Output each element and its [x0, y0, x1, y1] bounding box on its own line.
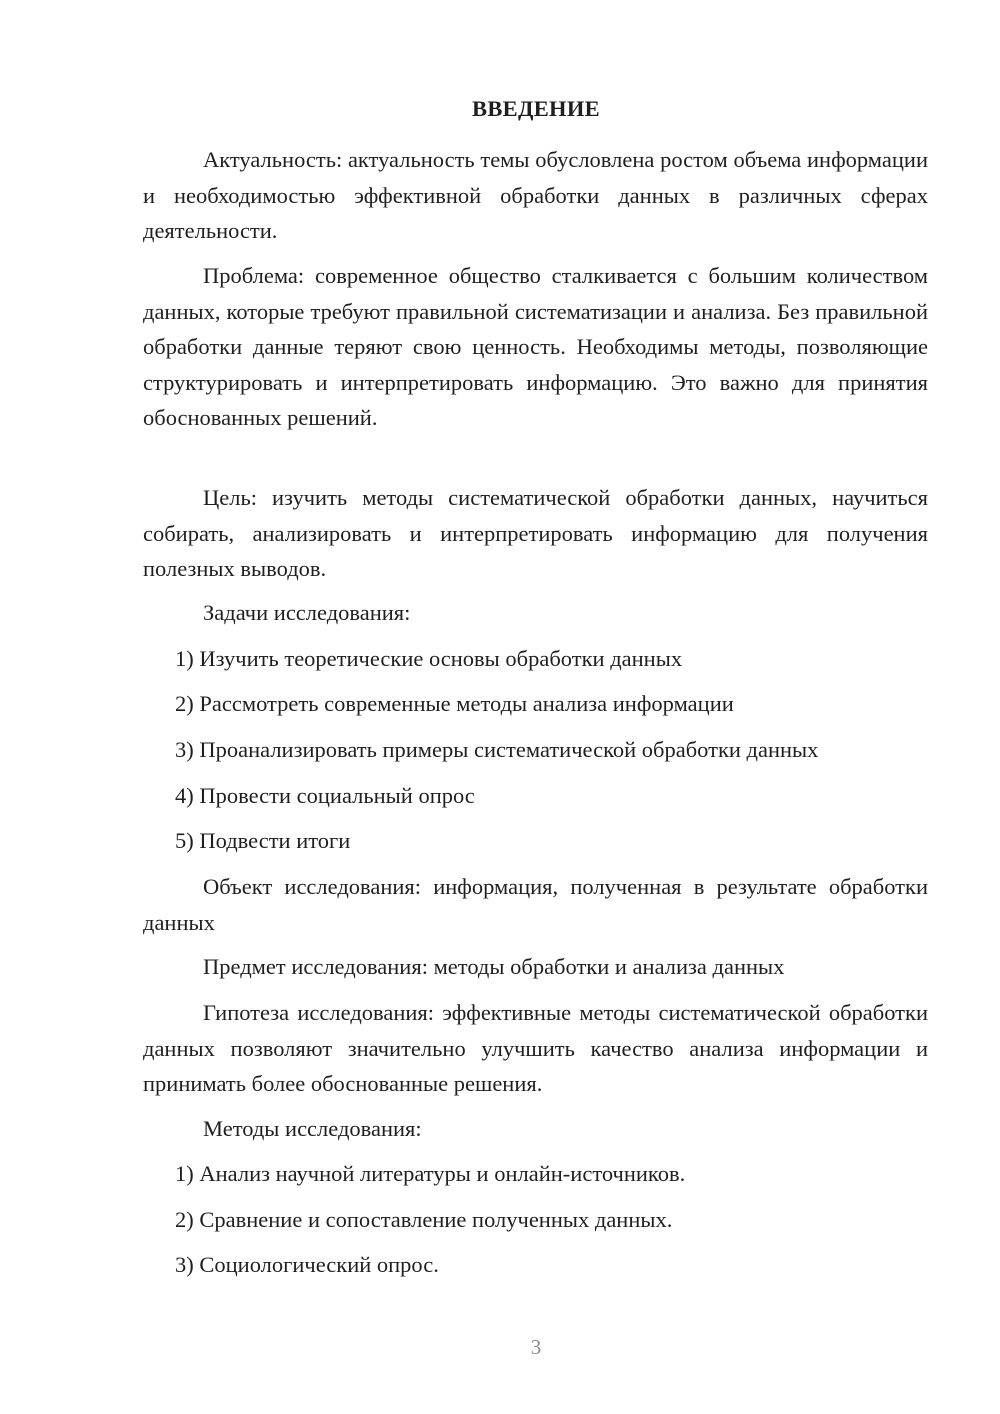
task-item: 1) Изучить теоретические основы обработки данных [175, 646, 683, 671]
task-item: 3) Проанализировать примеры систематической обработки данных [175, 737, 819, 762]
hypothesis-paragraph: Гипотеза исследования: эффективные методы систематической обработки данных позволяют значительно улучшить качество анализа информации и принимать более обоснованные решения. [143, 1000, 928, 1096]
section-heading: ВВЕДЕНИЕ [472, 96, 600, 121]
subject-paragraph: Предмет исследования: методы обработки и анализа данных [203, 954, 785, 979]
method-item: 2) Сравнение и сопоставление полученных данных. [175, 1207, 673, 1232]
actuality-paragraph: Актуальность: актуальность темы обусловлена ростом объема информации и необходимостью эффективной обработки данных в различных сферах деятельности. [143, 147, 928, 243]
task-item: 2) Рассмотреть современные методы анализа информации [175, 691, 734, 716]
page-number: 3 [530, 1335, 542, 1359]
method-item: 1) Анализ научной литературы и онлайн-источников. [175, 1161, 686, 1186]
tasks-heading: Задачи исследования: [203, 600, 411, 625]
problem-paragraph: Проблема: современное общество сталкивается с большим количеством данных, которые требуют правильной систематизации и анализа. Без правильной обработки данные теряют свою ценность. Необходимы методы, позволяющие структурировать и интерпретировать информацию. Это важно для принятия обоснованных решений. [143, 263, 928, 430]
goal-paragraph: Цель: изучить методы систематической обработки данных, научиться собирать, анализировать и интерпретировать информацию для получения полезных выводов. [143, 485, 928, 581]
task-item: 4) Провести социальный опрос [175, 783, 475, 808]
task-item: 5) Подвести итоги [175, 828, 351, 853]
object-paragraph: Объект исследования: информация, полученная в результате обработки данных [143, 874, 928, 935]
method-item: 3) Социологический опрос. [175, 1252, 439, 1277]
methods-heading: Методы исследования: [203, 1116, 422, 1141]
